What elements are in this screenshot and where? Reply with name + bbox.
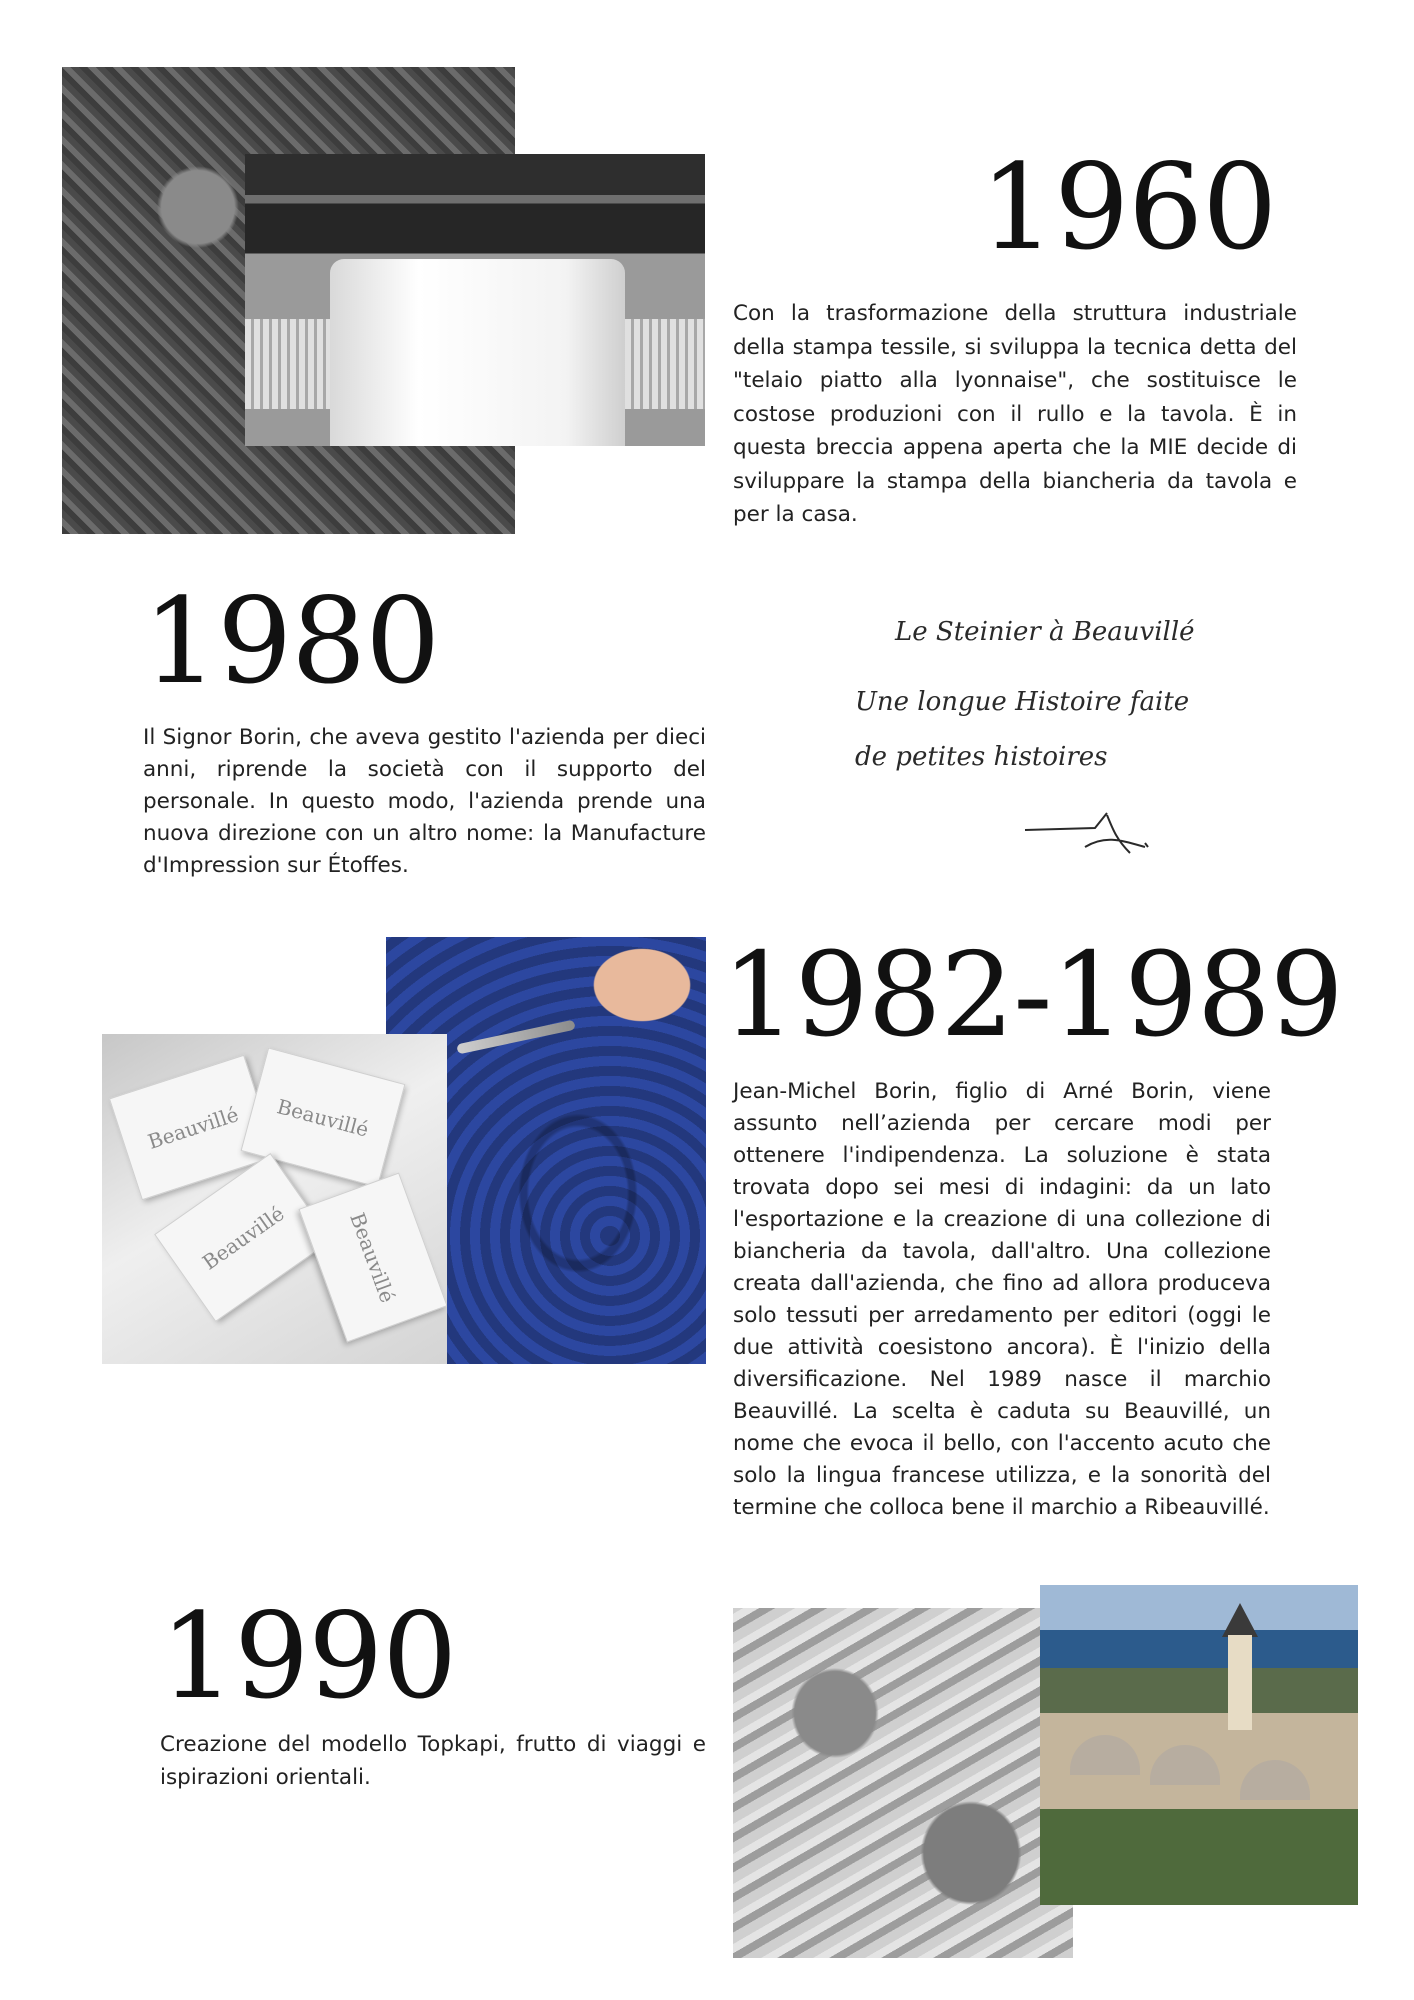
fabric-label: Beauvillé — [154, 1153, 332, 1322]
dome — [1150, 1745, 1220, 1785]
year-1982-1989-heading: 1982-1989 — [722, 928, 1343, 1063]
hand-shape — [546, 937, 706, 1057]
year-1980-heading: 1980 — [143, 572, 440, 710]
topkapi-palace-photo — [1040, 1585, 1358, 1905]
tower-roof — [1222, 1603, 1258, 1637]
year-1990-heading: 1990 — [160, 1587, 457, 1725]
text-1982-1989: Jean-Michel Borin, figlio di Arné Borin, viene assunto nell’azienda per cercare modi per ottenere l'indipendenza. La soluzione è stata trovata dopo sei mesi di indagini: da un lato l'esportazione e la creazione di una collezione di biancheria da tavola, dall'altro. Una collezione creata dall'azienda, che fino ad allora produceva solo tessuti per arredamento per editori (oggi le due attività coesistono ancora). È l'inizio della diversificazione. Nel 1989 nasce il marchio Beauvillé. La scelta è caduta su Beauvillé, un nome che evoca il bello, con l'accento acuto che solo la lingua francese utilizza, e la sonorità del termine che colloca bene il marchio a Ribeauvillé. — [733, 1079, 1271, 1520]
text-1990: Creazione del modello Topkapi, frutto di viaggi e ispirazioni orientali. — [160, 1732, 706, 1790]
text-1960: Con la trasformazione della struttura industriale della stampa tessile, si sviluppa la tecnica detta del "telaio piatto alla lyonnaise", che sostituisce le costose produzioni con il rullo e la tavola. È in questa breccia appena aperta che la MIE decide di sviluppare la stampa della biancheria da tavola e per la casa. — [733, 301, 1297, 527]
fabric-roller-photo — [245, 154, 705, 446]
year-1960-heading: 1960 — [980, 138, 1277, 276]
topkapi-damask-fabric-photo — [733, 1608, 1073, 1958]
dome — [1070, 1735, 1140, 1775]
fabric-label: Beauvillé — [298, 1172, 447, 1342]
beauville-labels-photo — [102, 1034, 447, 1364]
handwriting-line-3: de petites histoires — [855, 742, 1108, 772]
handwriting-line-2: Une longue Histoire faite — [855, 687, 1190, 717]
fabric-label: Beauvillé — [109, 1055, 277, 1201]
roller-right — [625, 319, 705, 409]
text-1980: Il Signor Borin, che aveva gestito l'azienda per dieci anni, riprende la società con il supporto del personale. In questo modo, l'azienda prende una nuova direzione con un altro nome: la Manufacture d'Impression sur Étoffes. — [143, 725, 706, 878]
fabric-label: Beauvillé — [241, 1047, 406, 1187]
signature — [1025, 813, 1148, 853]
handwriting-line-1: Le Steinier à Beauvillé — [895, 617, 1195, 647]
dome — [1240, 1760, 1310, 1800]
handwritten-note — [845, 585, 1275, 885]
white-fabric-roll — [330, 259, 625, 446]
tower — [1228, 1635, 1252, 1730]
